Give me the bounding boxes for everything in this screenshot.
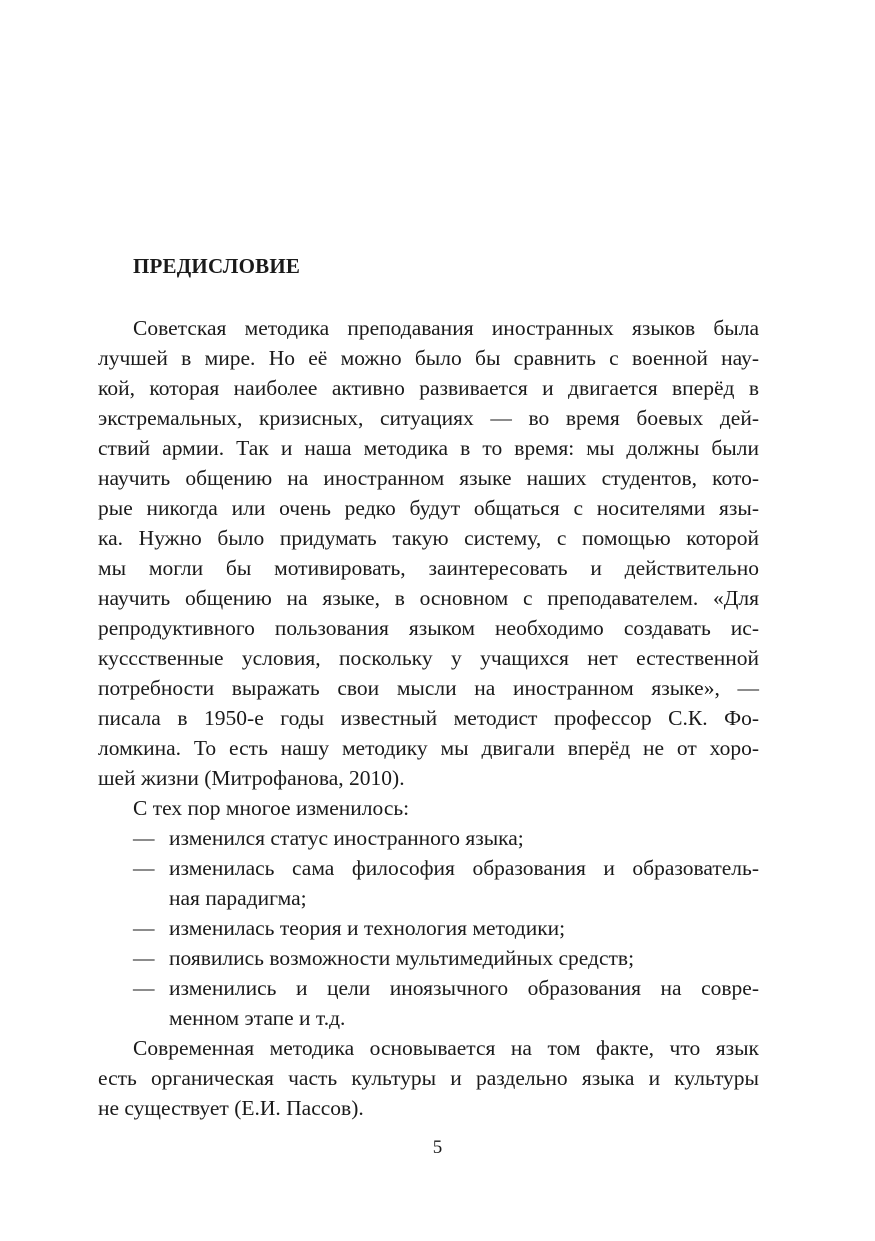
paragraph-line: научить общению на иностранном языке наших студентов, кото- xyxy=(98,466,759,490)
paragraph-line: есть органическая часть культуры и раздельно языка и культуры xyxy=(98,1066,759,1090)
paragraph-line: потребности выражать свои мысли на иностранном языке», — xyxy=(98,676,759,700)
paragraph-line: мы могли бы мотивировать, заинтересовать и действительно xyxy=(98,556,759,580)
page-number: 5 xyxy=(432,1137,443,1158)
dash-bullet: — xyxy=(133,946,155,970)
list-item-text: ная парадигма; xyxy=(169,886,307,910)
paragraph-line: куссственные условия, поскольку у учащихся нет естественной xyxy=(98,646,759,670)
paragraph-line: ка. Нужно было придумать такую систему, с помощью которой xyxy=(98,526,759,550)
paragraph-line: экстремальных, кризисных, ситуациях — во время боевых дей- xyxy=(98,406,759,430)
paragraph-line: рые никогда или очень редко будут общаться с носителями язы- xyxy=(98,496,759,520)
dash-bullet: — xyxy=(133,826,155,850)
paragraph-line: не существует (Е.И. Пассов). xyxy=(98,1096,364,1120)
list-item xyxy=(98,913,759,943)
list-item-text: изменился статус иностранного языка; xyxy=(169,826,524,850)
dash-bullet: — xyxy=(133,856,155,880)
dash-bullet: — xyxy=(133,916,155,940)
page-title: ПРЕДИСЛОВИЕ xyxy=(133,254,301,278)
paragraph-line: С тех пор многое изменилось: xyxy=(133,796,410,820)
list-item-text: изменилась теория и технология методики; xyxy=(169,916,566,940)
body-text xyxy=(98,313,759,1123)
list-item-continuation xyxy=(98,883,759,913)
paragraph-line: ствий армии. Так и наша методика в то время: мы должны были xyxy=(98,436,759,460)
list-item xyxy=(98,943,759,973)
list-item-continuation xyxy=(98,1003,759,1033)
dash-bullet: — xyxy=(133,976,155,1000)
paragraph-line: шей жизни (Митрофанова, 2010). xyxy=(98,766,405,790)
paragraph-line: лучшей в мире. Но её можно было бы сравнить с военной нау- xyxy=(98,346,759,370)
paragraph-line: писала в 1950-е годы известный методист профессор С.К. Фо- xyxy=(98,706,759,730)
list-item xyxy=(98,823,759,853)
list-item-text: изменилась сама философия образования и образователь- xyxy=(169,856,759,880)
paragraph-line: ломкина. То есть нашу методику мы двигали вперёд не от хоро- xyxy=(98,736,759,760)
list-item-text: изменились и цели иноязычного образования на совре- xyxy=(169,976,759,1000)
paragraph-line: Современная методика основывается на том факте, что язык xyxy=(133,1036,759,1060)
paragraph-line: репродуктивного пользования языком необходимо создавать ис- xyxy=(98,616,759,640)
list-item-text: менном этапе и т.д. xyxy=(169,1006,346,1030)
list-item xyxy=(98,973,759,1003)
list-item xyxy=(98,853,759,883)
list-item-text: появились возможности мультимедийных средств; xyxy=(169,946,635,970)
paragraph-line: Советская методика преподавания иностранных языков была xyxy=(133,316,759,340)
paragraph-line: кой, которая наиболее активно развивается и двигается вперёд в xyxy=(98,376,759,400)
paragraph-line: научить общению на языке, в основном с преподавателем. «Для xyxy=(98,586,759,610)
